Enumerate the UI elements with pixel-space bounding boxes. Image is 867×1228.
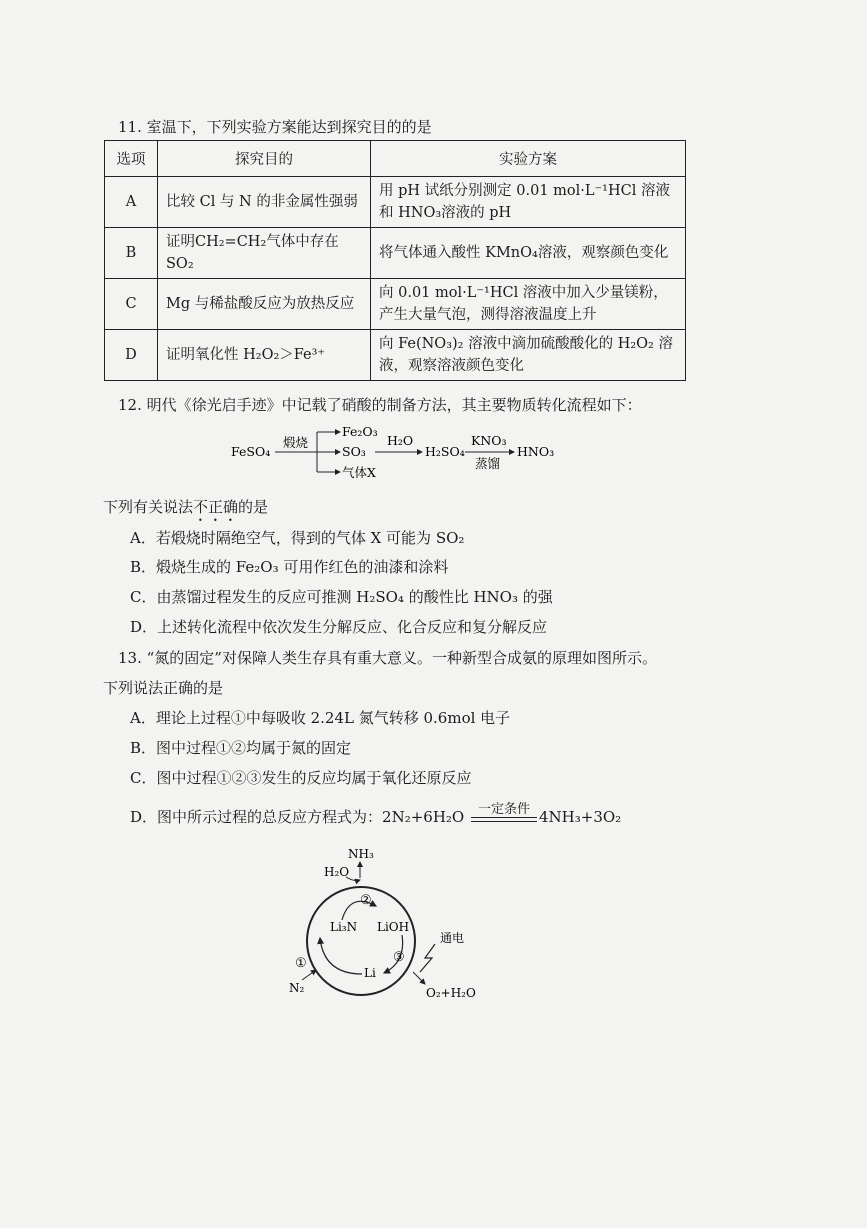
q12-prompt	[103, 496, 268, 525]
row-goal: 比较 Cl 与 N 的非金属性强弱	[158, 177, 371, 228]
table-row	[105, 330, 686, 381]
q12-option-a: A．若煅烧时隔绝空气，得到的气体 X 可能为 SO₂	[130, 529, 465, 547]
row-goal: Mg 与稀盐酸反应为放热反应	[158, 279, 371, 330]
flow-mid-h2so4: H₂SO₄	[425, 444, 465, 459]
q12-option-c: C．由蒸馏过程发生的反应可推测 H₂SO₄ 的酸性比 HNO₃ 的强	[130, 588, 553, 606]
label-electrify: 通电	[440, 931, 465, 945]
q13-option-d-suffix: 4NH₃+3O₂	[539, 808, 622, 826]
q12-prompt-emphasis: 不正确	[193, 498, 239, 516]
label-h2o-in: H₂O	[324, 865, 350, 879]
row-plan: 将气体通入酸性 KMnO₄溶液，观察颜色变化	[371, 228, 686, 279]
lightning-icon	[420, 944, 435, 972]
row-plan: 向 Fe(NO₃)₂ 溶液中滴加硫酸酸化的 H₂O₂ 溶液，观察溶液颜色变化	[371, 330, 686, 381]
step-3-label: ③	[393, 950, 405, 965]
row-plan: 用 pH 试纸分别测定 0.01 mol·L⁻¹HCl 溶液和 HNO₃溶液的 pH	[371, 177, 686, 228]
q13-option-b: B．图中过程①②均属于氮的固定	[130, 739, 352, 757]
flow-arrow-2-head	[417, 449, 423, 455]
label-n2: N₂	[289, 981, 305, 995]
flow-start: FeSO₄	[231, 444, 271, 459]
flow-reagent-water: H₂O	[387, 433, 414, 448]
q13-equation-arrow	[471, 802, 537, 822]
label-o2-h2o: O₂+H₂O	[426, 986, 476, 1000]
flow-branch-bottom-arrowhead	[335, 469, 341, 475]
q12-prompt-prefix: 下列有关说法	[103, 498, 194, 516]
header-goal: 探究目的	[158, 141, 371, 177]
table-row	[105, 279, 686, 330]
flow-reagent-kno3: KNO₃	[471, 433, 507, 448]
row-goal: 证明CH₂=CH₂气体中存在SO₂	[158, 228, 371, 279]
arrow-n2-in	[302, 970, 316, 980]
row-plan: 向 0.01 mol·L⁻¹HCl 溶液中加入少量镁粉，产生大量气泡，测得溶液温度上升	[371, 279, 686, 330]
flow-product-so3: SO₃	[342, 444, 366, 459]
label-li3n: Li₃N	[330, 920, 358, 934]
flow-branch-mid-arrowhead	[335, 449, 341, 455]
header-option: 选项	[105, 141, 158, 177]
experiment-table	[104, 140, 686, 381]
nitric-acid-flow-diagram	[225, 420, 565, 486]
step-1-label: ①	[295, 956, 307, 971]
flow-cond-distill: 蒸馏	[475, 456, 501, 471]
q12-option-b: B．煅烧生成的 Fe₂O₃ 可用作红色的油漆和涂料	[130, 558, 449, 576]
row-option: D	[105, 330, 158, 381]
table-row	[105, 177, 686, 228]
flow-end-hno3: HNO₃	[517, 444, 555, 459]
q13-option-a: A．理论上过程①中每吸收 2.24L 氮气转移 0.6mol 电子	[130, 709, 511, 727]
label-nh3: NH₃	[348, 847, 374, 861]
row-option: C	[105, 279, 158, 330]
arrow-o2-out	[413, 972, 425, 984]
q12-title: 12. 明代《徐光启手迹》中记载了硝酸的制备方法，其主要物质转化流程如下：	[118, 396, 642, 414]
step-2-label: ②	[360, 893, 372, 908]
q13-option-c: C．图中过程①②③发生的反应均属于氧化还原反应	[130, 769, 472, 787]
row-option: B	[105, 228, 158, 279]
flow-step1-label: 煅烧	[283, 435, 309, 450]
ammonia-cycle-diagram	[280, 840, 490, 1010]
flow-arrow-3-head	[509, 449, 515, 455]
flow-branch-top-arrowhead	[335, 429, 341, 435]
q13-title: 13. “氮的固定”对保障人类生存具有重大意义。一种新型合成氨的原理如图所示。	[118, 649, 657, 667]
q13-equation-condition: 一定条件	[477, 802, 530, 817]
table-header-row	[105, 141, 686, 177]
q13-equation-equals	[471, 817, 537, 822]
q11-title: 11. 室温下，下列实验方案能达到探究目的的是	[118, 118, 432, 136]
table-row	[105, 228, 686, 279]
q12-prompt-suffix: 的是	[238, 498, 269, 516]
q13-option-d	[130, 802, 622, 827]
row-goal: 证明氧化性 H₂O₂＞Fe³⁺	[158, 330, 371, 381]
label-li: Li	[364, 966, 376, 980]
label-lioh: LiOH	[377, 920, 410, 934]
row-option: A	[105, 177, 158, 228]
q12-option-d: D．上述转化流程中依次发生分解反应、化合反应和复分解反应	[130, 618, 548, 636]
q13-prompt: 下列说法正确的是	[103, 679, 224, 697]
flow-product-fe2o3: Fe₂O₃	[342, 424, 378, 439]
arrow-process-1	[320, 938, 362, 974]
header-plan: 实验方案	[371, 141, 686, 177]
flow-product-gas-x: 气体X	[342, 465, 376, 480]
q13-option-d-prefix: D．图中所示过程的总反应方程式为：2N₂+6H₂O	[130, 808, 465, 826]
